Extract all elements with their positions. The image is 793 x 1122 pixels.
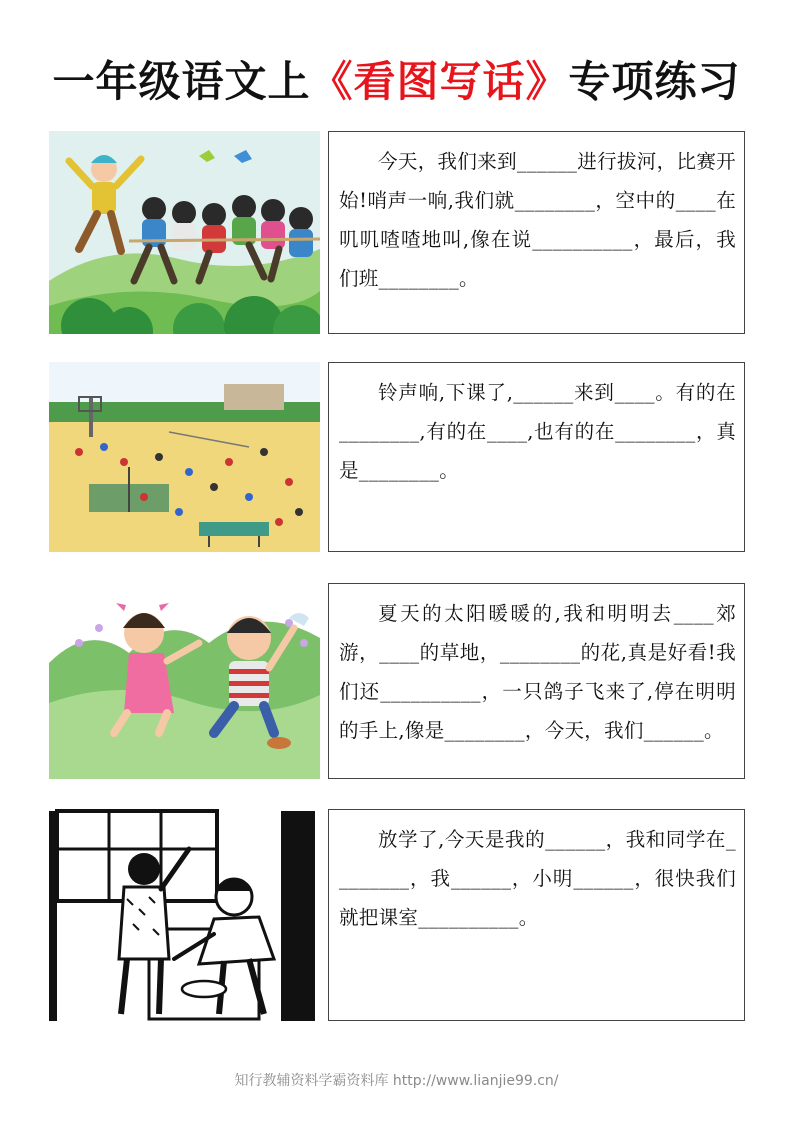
exercise-2-box: [328, 362, 745, 552]
title-accent: 《看图写话》: [310, 57, 569, 106]
title-suffix: 专项练习: [568, 57, 741, 106]
playground-recess-illustration: [49, 362, 320, 552]
exercise-4-text: 放学了,今天是我的______，我和同学在________，我______，小明______，很快我们就把课室__________。: [339, 828, 736, 929]
page-title: [0, 52, 793, 112]
exercise-1-text: 今天，我们来到______进行拔河，比赛开始!哨声一响,我们就________，空中的____在叽叽喳喳地叫,像在说__________，最后，我们班________。: [339, 150, 736, 290]
exercise-1-box: [328, 131, 745, 334]
classroom-cleaning-illustration: [49, 809, 320, 1021]
exercise-3-text: 夏天的太阳暖暖的,我和明明去____郊游，____的草地，________的花,真是好看!我们还__________，一只鸽子飞来了,停在明明的手上,像是________，今天，我们______。: [339, 602, 736, 742]
exercise-4-box: [328, 809, 745, 1021]
exercise-2-text: 铃声响,下课了,______来到____。有的在________,有的在____,也有的在________，真是________。: [339, 381, 736, 482]
tug-of-war-illustration: [49, 131, 320, 334]
page-footer: 知行教辅资料学霸资料库 http://www.lianjie99.cn/: [234, 1073, 559, 1089]
title-prefix: 一年级语文上: [52, 57, 311, 106]
exercise-3-box: [328, 583, 745, 779]
summer-outing-illustration: [49, 583, 320, 779]
